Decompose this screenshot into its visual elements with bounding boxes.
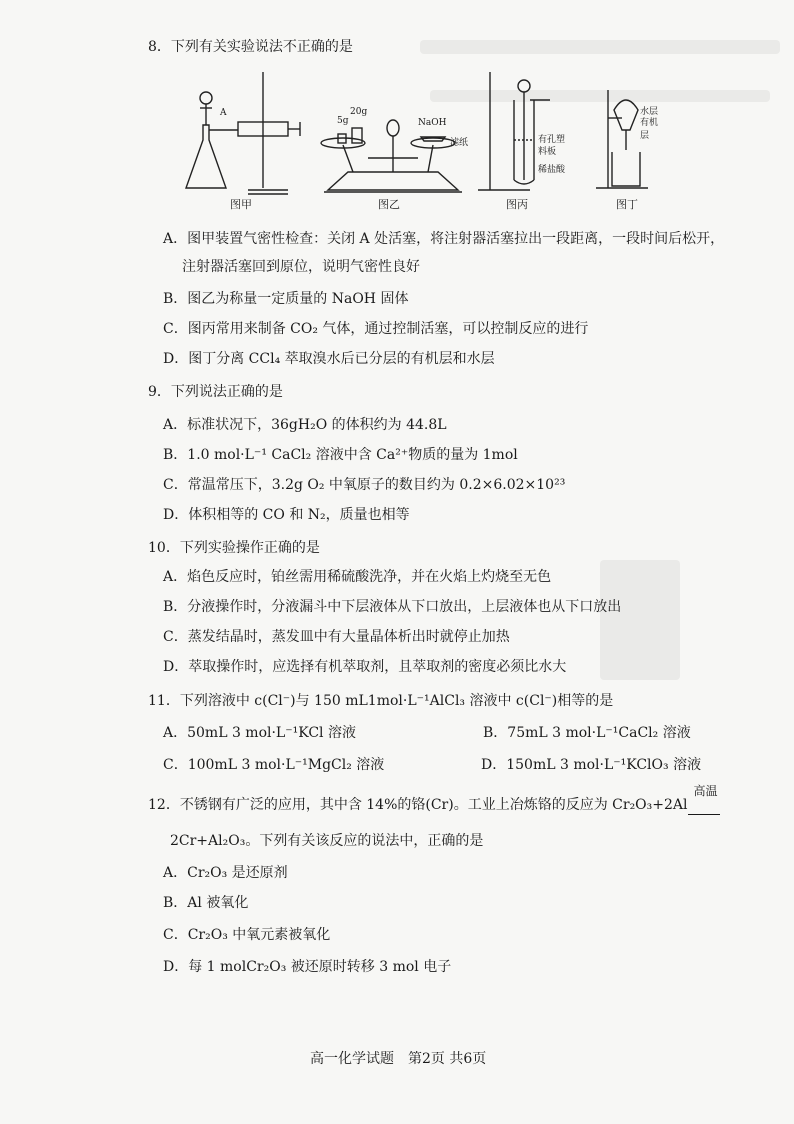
q8-option-a-line1: A．图甲装置气密性检查：关闭 A 处活塞，将注射器活塞拉出一段距离，一段时间后松开， (163, 231, 725, 247)
reaction-condition: 高温 (693, 784, 718, 798)
fig-caption-ding: 图丁 (616, 198, 638, 211)
fig-caption-jia: 图甲 (230, 198, 252, 211)
q8-option-b: B．图乙为称量一定质量的 NaOH 固体 (163, 291, 409, 307)
q11-option-b: B．75mL 3 mol·L⁻¹CaCl₂ 溶液 (483, 725, 691, 741)
q12-option-a: A．Cr₂O₃ 是还原剂 (163, 865, 288, 881)
q10-stem: 10．下列实验操作正确的是 (148, 540, 320, 556)
q10-option-b: B．分液操作时，分液漏斗中下层液体从下口放出，上层液体也从下口放出 (163, 599, 622, 615)
q12-stem-line2: 2Cr+Al₂O₃。下列有关该反应的说法中，正确的是 (170, 833, 484, 849)
fig-caption-bing: 图丙 (506, 198, 528, 211)
fig-label-filter-paper: 滤纸 (450, 138, 469, 148)
q8-option-a-line2: 注射器活塞回到原位，说明气密性良好 (182, 259, 420, 275)
scan-noise (420, 40, 780, 54)
fig-label-20g: 20g (350, 107, 368, 117)
weight-20g-icon (352, 128, 362, 143)
q9-stem: 9．下列说法正确的是 (148, 384, 283, 400)
fig-label-water-layer: 水层 (640, 107, 659, 117)
q10-option-c: C．蒸发结晶时，蒸发皿中有大量晶体析出时就停止加热 (163, 629, 510, 645)
q11-option-d: D．150mL 3 mol·L⁻¹KClO₃ 溶液 (481, 757, 702, 773)
page-footer: 高一化学试题 第2页 共6页 (310, 1051, 487, 1067)
q11-option-a: A．50mL 3 mol·L⁻¹KCl 溶液 (163, 725, 356, 741)
q9-option-a: A．标准状况下，36gH₂O 的体积约为 44.8L (163, 417, 447, 433)
q12-stem-text: 12．不锈钢有广泛的应用，其中含 14%的铬(Cr)。工业上冶炼铬的反应为 Cr₂O₃+2Al (148, 797, 688, 813)
fig-label-naoh: NaOH (418, 118, 447, 128)
q11-option-c: C．100mL 3 mol·L⁻¹MgCl₂ 溶液 (163, 757, 385, 773)
q8-figures (178, 70, 658, 218)
separatory-funnel-icon (614, 100, 638, 130)
q9-option-d: D．体积相等的 CO 和 N₂，质量也相等 (163, 507, 410, 523)
q8-option-c: C．图丙常用来制备 CO₂ 气体，通过控制活塞，可以控制反应的进行 (163, 321, 589, 337)
q8-stem: 8．下列有关实验说法不正确的是 (148, 39, 353, 55)
q12-stem-line1 (148, 784, 720, 815)
fig-label-5g: 5g (337, 116, 349, 126)
balance-icon (328, 172, 458, 190)
q9-option-b: B．1.0 mol·L⁻¹ CaCl₂ 溶液中含 Ca²⁺物质的量为 1mol (163, 447, 518, 463)
q12-option-d: D．每 1 molCr₂O₃ 被还原时转移 3 mol 电子 (163, 959, 452, 975)
q10-option-d: D．萃取操作时，应选择有机萃取剂，且萃取剂的密度必须比水大 (163, 659, 567, 675)
scan-noise (600, 560, 680, 680)
fig-caption-yi: 图乙 (378, 198, 400, 211)
fig-label-a: A (220, 108, 227, 118)
conical-flask-icon (186, 125, 226, 188)
q9-option-c: C．常温常压下，3.2g O₂ 中氧原子的数目约为 0.2×6.02×10²³ (163, 477, 566, 493)
fig-label-dilute-hcl: 稀盐酸 (538, 165, 566, 175)
fig-label-organic-layer: 有机层 (640, 118, 659, 141)
fig-label-porous-board-2: 料板 (538, 147, 557, 157)
funnel-icon (200, 92, 212, 104)
q10-option-a: A．焰色反应时，铂丝需用稀硫酸洗净，并在火焰上灼烧至无色 (163, 569, 552, 585)
q12-option-c: C．Cr₂O₃ 中氧元素被氧化 (163, 927, 331, 943)
q8-option-d: D．图丁分离 CCl₄ 萃取溴水后已分层的有机层和水层 (163, 351, 495, 367)
q12-option-b: B．Al 被氧化 (163, 895, 249, 911)
fig-label-porous-board-1: 有孔塑 (538, 135, 566, 145)
reaction-arrow (688, 784, 720, 815)
beaker-icon (612, 152, 640, 186)
q11-stem: 11．下列溶液中 c(Cl⁻)与 150 mL1mol·L⁻¹AlCl₃ 溶液中 c(Cl⁻)相等的是 (148, 693, 614, 709)
